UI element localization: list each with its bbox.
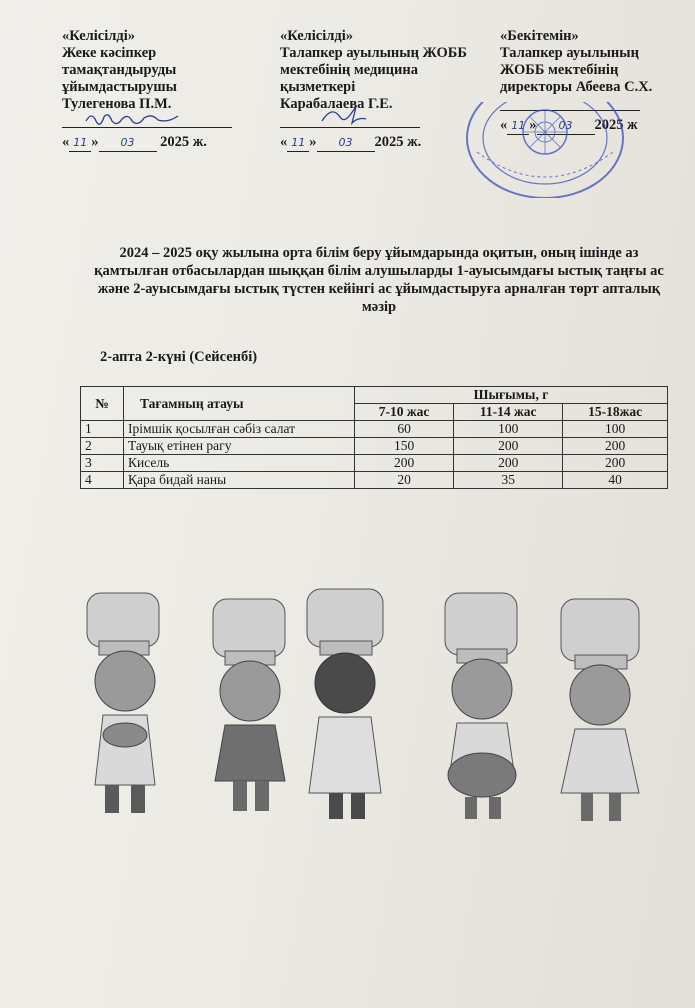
approval-line: Карабалаева Г.Е. [280, 96, 393, 112]
dish-name: Кисель [124, 455, 355, 472]
signature-line [280, 113, 420, 128]
yield-value: 150 [355, 438, 454, 455]
header-age-group: 15-18жас [563, 404, 668, 421]
yield-value: 200 [454, 455, 563, 472]
approval-block-supplier [62, 28, 232, 152]
approval-line: Жеке кәсіпкер [62, 45, 157, 61]
yield-value: 100 [563, 421, 668, 438]
yield-value: 60 [355, 421, 454, 438]
table-row [81, 438, 668, 455]
date-year: 2025 ж. [374, 134, 422, 150]
approval-line: директоры Абеева С.Х. [500, 79, 653, 95]
yield-value: 200 [563, 438, 668, 455]
approval-heading: «Келісілді» [62, 28, 136, 44]
approval-block-medical [280, 28, 467, 152]
child-chef-figure [307, 589, 383, 819]
child-chef-figure [445, 593, 517, 819]
header-yield: Шығымы, г [355, 387, 668, 404]
approval-line: мектебінің медицина [280, 62, 418, 78]
approval-line: ЖОББ мектебінің [500, 62, 619, 78]
table-row [81, 472, 668, 489]
yield-value: 200 [563, 455, 668, 472]
row-num: 2 [81, 438, 124, 455]
official-stamp [463, 102, 627, 198]
approval-date: « 11 » 03 2025 ж. [280, 134, 422, 150]
week-day-label: 2-апта 2-күні (Сейсенбі) [100, 349, 258, 365]
date-year: 2025 ж [594, 117, 638, 133]
approval-line: тамақтандыруды [62, 62, 177, 78]
approval-heading: «Бекітемін» [500, 28, 579, 44]
table-row [81, 455, 668, 472]
row-num: 4 [81, 472, 124, 489]
dish-name: Ірімшік қосылған сәбіз салат [124, 421, 355, 438]
header-age-group: 11-14 жас [454, 404, 563, 421]
signature-line [62, 113, 232, 128]
approval-date: « 11 » 03 2025 ж [500, 117, 638, 133]
header-dish-name: Тағамның атауы [124, 387, 355, 421]
date-year: 2025 ж. [160, 134, 207, 150]
yield-value: 200 [355, 455, 454, 472]
approval-line: ұйымдастырушы [62, 79, 177, 95]
yield-value: 40 [563, 472, 668, 489]
yield-value: 35 [454, 472, 563, 489]
menu-table [80, 386, 668, 489]
header-age-group: 7-10 жас [355, 404, 454, 421]
table-row [81, 421, 668, 438]
approval-line: Тулегенова П.М. [62, 96, 172, 112]
date-month: 03 [537, 117, 595, 135]
approval-line: қызметкері [280, 79, 356, 95]
dish-name: Тауық етінен рагу [124, 438, 355, 455]
date-month: 03 [317, 134, 375, 152]
date-day: 11 [287, 134, 309, 152]
row-num: 3 [81, 455, 124, 472]
child-chef-figure [213, 599, 285, 811]
approval-line: Талапкер ауылының [500, 45, 639, 61]
approval-line: Талапкер ауылының ЖОББ [280, 45, 467, 61]
row-num: 1 [81, 421, 124, 438]
dish-name: Қара бидай наны [124, 472, 355, 489]
child-chef-figure [561, 599, 639, 821]
date-day: 11 [69, 134, 91, 152]
handwritten-signature [82, 109, 202, 127]
document-title: 2024 – 2025 оқу жылына орта білім беру ұйымдарында оқитын, оның ішінде аз қамтылған отбасылардан шыққан білім алушыларды 1-ауысымдағы ыстық таңғы ас және 2-ауысымдағы ыстық түстен кейінгі ас ұйымдастыруға арналған төрт апталық мәзір [94, 245, 664, 315]
yield-value: 100 [454, 421, 563, 438]
yield-value: 20 [355, 472, 454, 489]
yield-value: 200 [454, 438, 563, 455]
date-month: 03 [99, 134, 157, 152]
approval-heading: «Келісілді» [280, 28, 354, 44]
date-day: 11 [507, 117, 529, 135]
handwritten-signature [318, 105, 378, 127]
child-chefs-illustration [85, 585, 655, 835]
child-chef-figure [87, 593, 159, 813]
header-num: № [81, 387, 124, 421]
approval-date: « 11 » 03 2025 ж. [62, 134, 207, 150]
